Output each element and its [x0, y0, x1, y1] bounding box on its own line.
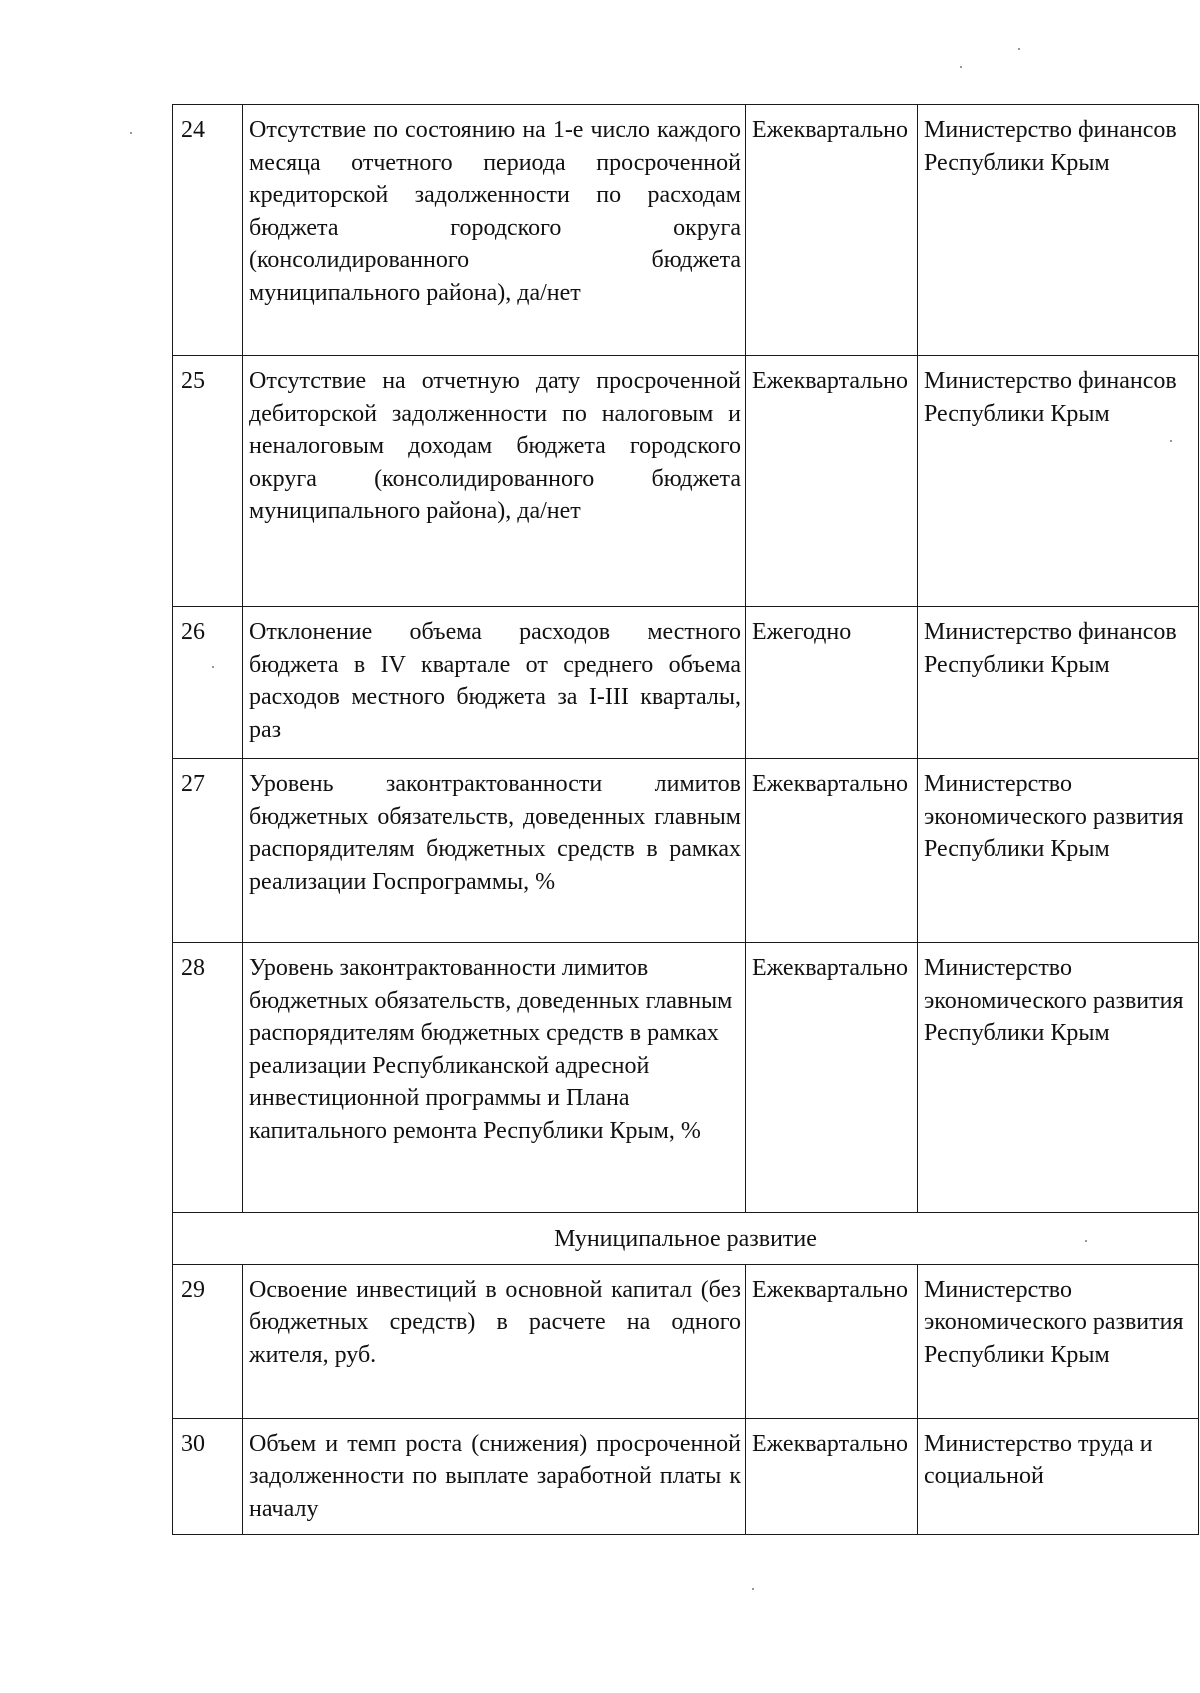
table-row: [173, 607, 1199, 759]
indicator-description: Уровень законтрактованности лимитов бюджетных обязательств, доведенных главным распорядителям бюджетных средств в рамках реализации Госпрограммы, %: [243, 759, 746, 943]
table-row: [173, 1264, 1199, 1418]
scan-speck: [130, 132, 132, 134]
indicator-description: Отсутствие на отчетную дату просроченной дебиторской задолженности по налоговым и неналоговым доходам бюджета городского округа (консолидированного бюджета муниципального района), да/нет: [243, 356, 746, 607]
responsible-body: Министерство экономического развития Республики Крым: [918, 943, 1199, 1213]
scan-speck: [1085, 1240, 1087, 1242]
section-row: [173, 1213, 1199, 1265]
table-row: [173, 105, 1199, 356]
table-row: [173, 759, 1199, 943]
reporting-frequency: Ежеквартально: [746, 1418, 918, 1534]
row-number: 27: [173, 759, 243, 943]
responsible-body: Министерство экономического развития Республики Крым: [918, 1264, 1199, 1418]
indicator-description: Объем и темп роста (снижения) просроченной задолженности по выплате заработной платы к началу: [243, 1418, 746, 1534]
reporting-frequency: Ежеквартально: [746, 105, 918, 356]
responsible-body: Министерство финансов Республики Крым: [918, 105, 1199, 356]
table-row: [173, 1418, 1199, 1534]
scan-speck: [1170, 440, 1172, 442]
indicator-description: Отклонение объема расходов местного бюджета в IV квартале от среднего объема расходов местного бюджета за I-III кварталы, раз: [243, 607, 746, 759]
reporting-frequency: Ежеквартально: [746, 943, 918, 1213]
scan-speck: [752, 1588, 754, 1590]
reporting-frequency: Ежеквартально: [746, 759, 918, 943]
indicators-table: [172, 104, 1199, 1535]
reporting-frequency: Ежеквартально: [746, 1264, 918, 1418]
section-title: Муниципальное развитие: [173, 1213, 1199, 1265]
reporting-frequency: Ежегодно: [746, 607, 918, 759]
row-number: 29: [173, 1264, 243, 1418]
row-number: 30: [173, 1418, 243, 1534]
reporting-frequency: Ежеквартально: [746, 356, 918, 607]
responsible-body: Министерство экономического развития Республики Крым: [918, 759, 1199, 943]
row-number: 26: [173, 607, 243, 759]
indicator-description: Уровень законтрактованности лимитов бюджетных обязательств, доведенных главным распорядителям бюджетных средств в рамках реализации Республиканской адресной инвестиционной программы и Плана капитального ремонта Республики Крым, %: [243, 943, 746, 1213]
table-row: [173, 943, 1199, 1213]
responsible-body: Министерство труда и социальной: [918, 1418, 1199, 1534]
row-number: 25: [173, 356, 243, 607]
table-row: [173, 356, 1199, 607]
indicator-description: Отсутствие по состоянию на 1-е число каждого месяца отчетного периода просроченной кредиторской задолженности по расходам бюджета городского округа (консолидированного бюджета муниципального района), да/нет: [243, 105, 746, 356]
responsible-body: Министерство финансов Республики Крым: [918, 607, 1199, 759]
responsible-body: Министерство финансов Республики Крым: [918, 356, 1199, 607]
row-number: 28: [173, 943, 243, 1213]
scan-speck: [1018, 48, 1020, 50]
scan-speck: [960, 66, 962, 68]
row-number: 24: [173, 105, 243, 356]
indicator-description: Освоение инвестиций в основной капитал (без бюджетных средств) в расчете на одного жителя, руб.: [243, 1264, 746, 1418]
scan-speck: [212, 666, 214, 668]
